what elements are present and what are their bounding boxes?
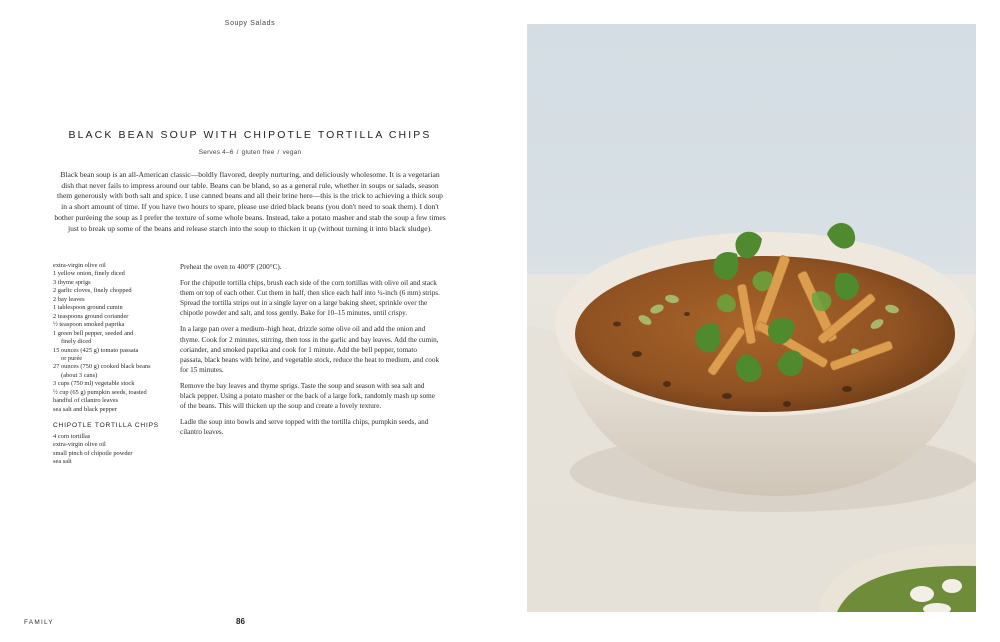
ingredient-item: 2 teaspoons ground coriander: [53, 312, 129, 320]
ingredient-item: 3 thyme sprigs: [53, 278, 91, 286]
chips-ingredient-item: extra-virgin olive oil: [53, 441, 106, 449]
meta-separator: /: [236, 149, 239, 156]
ingredient-item: (about 3 cans): [61, 371, 98, 379]
running-head: Soupy Salads: [224, 20, 276, 27]
method-step: Preheat the oven to 400°F (200°C).: [180, 263, 282, 271]
method-step: Ladle the soup into bowls and serve topped with the tortilla chips, pumpkin seeds, and cilantro leaves.: [180, 418, 429, 437]
ingredient-item: 1 green bell pepper, seeded and: [53, 329, 134, 337]
method-steps: [180, 262, 440, 443]
tag-vegan: vegan: [282, 149, 302, 156]
ingredient-item: 27 ounces (750 g) cooked black beans: [53, 363, 151, 371]
ingredient-item: extra-virgin olive oil: [53, 262, 106, 269]
recipe-title: BLACK BEAN SOUP WITH CHIPOTLE TORTILLA CHIPS: [68, 129, 432, 141]
chips-ingredient-item: small pinch of chipotle powder: [53, 449, 133, 457]
ingredient-item: finely diced: [61, 338, 92, 346]
ingredient-item: 1 tablespoon ground cumin: [53, 304, 123, 312]
chips-ingredient-item: 4 corn tortillas: [53, 432, 91, 440]
ingredient-item: handful of cilantro leaves: [53, 397, 119, 405]
ingredient-item: 15 ounces (425 g) tomato passata: [53, 346, 139, 354]
ingredient-item: ½ teaspoon smoked paprika: [53, 321, 125, 329]
soup-photo-illustration: [527, 24, 976, 612]
ingredient-item: 1 yellow onion, finely diced: [53, 270, 125, 278]
recipe-meta: [60, 149, 440, 156]
ingredient-list: [53, 262, 173, 466]
ingredient-item: 3 cups (750 ml) vegetable stock: [53, 380, 135, 388]
meta-separator: /: [277, 149, 280, 156]
soup-photo: [527, 24, 976, 612]
ingredient-item: 2 bay leaves: [53, 295, 85, 303]
method-step: For the chipotle tortilla chips, brush each side of the corn tortillas with olive oil and stack them on top of each other. Cut them in half, then slice each half into ¼-inch (6 mm) strips. Spread the tortilla strips out in a single layer on a large baking sheet, sprinkle over the chipotle powder and salt, and toss gently. Bake for 10–15 minutes, until crispy.: [180, 279, 440, 318]
serves-label: Serves 4–6: [198, 149, 234, 156]
page-number: 86: [236, 617, 245, 626]
recipe-intro: Black bean soup is an all-American classic—boldly flavored, deeply nurturing, and deliciously wholesome. It is a vegetarian dish that never fails to impress around our table. Beans can be bland, so as a general rule, whether in soups or salads, season them generously with both salt and spice. I use canned beans and all their brine here—this is the trick to achieving a thick soup in a short amount of time. If you have two hours to spare, please use dried black beans (you don't need to soak them). I don't bother puréeing the soup as I prefer the texture of some whole beans. Instead, take a potato masher and stab the soup a few times just to break up some of the beans and release starch into the soup to thicken it up (without turning it into black sludge).: [54, 170, 446, 233]
tag-gluten-free: gluten free: [241, 149, 275, 156]
method-step: Remove the bay leaves and thyme sprigs. Taste the soup and season with sea salt and black pepper. Using a potato masher or the back of a large fork, randomly mash up some of the beans. This will thicken up the soup and create a lovely texture.: [180, 381, 435, 411]
ingredient-item: ½ cup (65 g) pumpkin seeds, toasted: [53, 388, 147, 396]
chips-heading: CHIPOTLE TORTILLA CHIPS: [53, 422, 159, 430]
method-step: In a large pan over a medium–high heat, drizzle some olive oil and add the onion and thyme. Cook for 2 minutes, stirring, then toss in the garlic and bay leaves. Add the cumin, coriander, and smoked paprika and cook for 1 minute. Add the bell pepper, tomato passata, black beans with brine, and vegetable stock, reduce the heat to medium, and cook for 15 minutes.: [180, 325, 440, 374]
footer-section-label: FAMILY: [24, 619, 54, 626]
chips-ingredient-item: sea salt: [53, 457, 72, 465]
ingredient-item: 2 garlic cloves, finely chopped: [53, 287, 132, 295]
ingredient-item: sea salt and black pepper: [53, 405, 117, 413]
ingredient-item: or purée: [61, 354, 83, 362]
